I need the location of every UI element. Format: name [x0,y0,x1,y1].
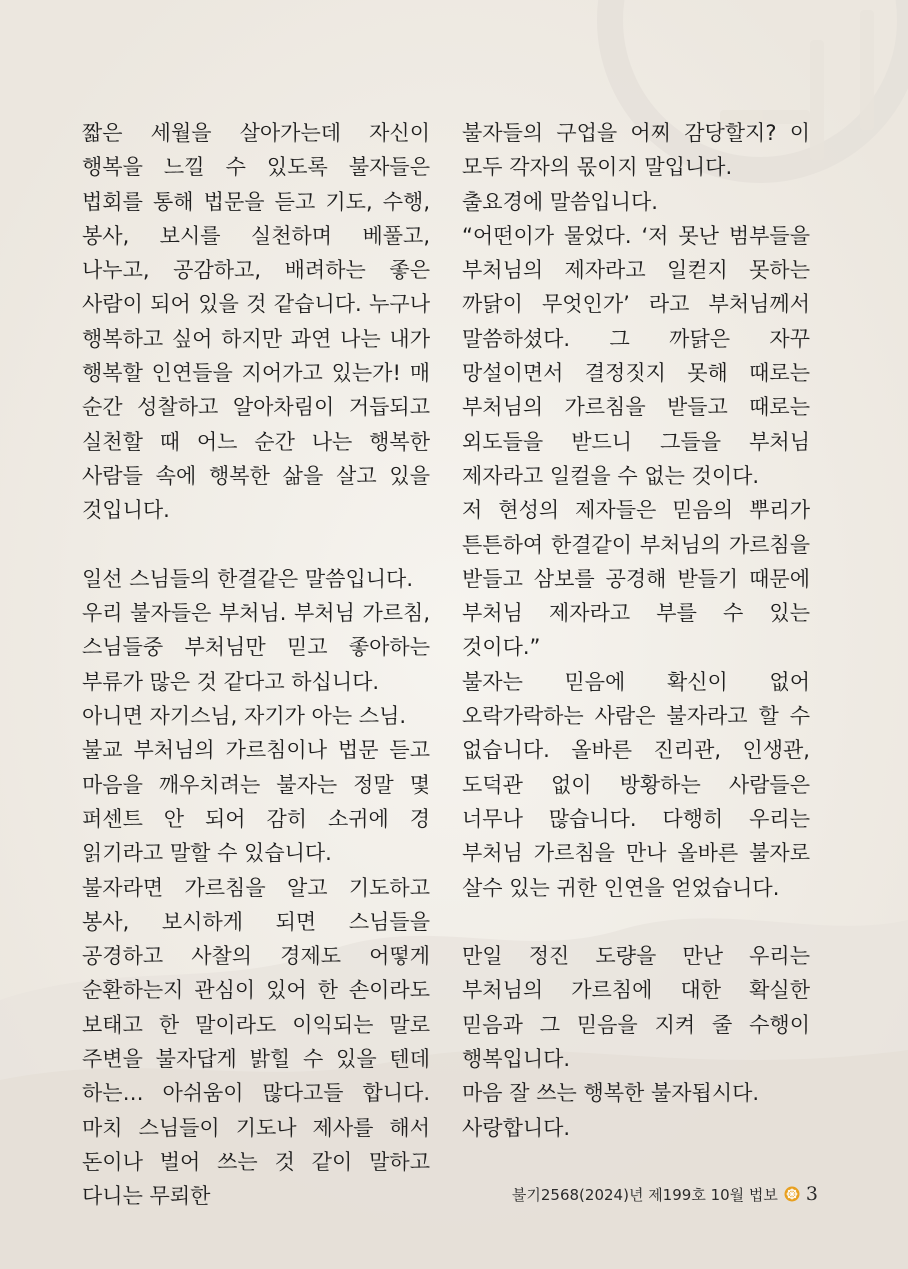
right-paragraph-4: 저 현성의 제자들은 믿음의 뿌리가 튼튼하여 한결같이 부처님의 가르침을 받들고 삼보를 공경해 받들기 때문에 부처님 제자라고 부를 수 있는 것이다.” [462,498,810,660]
left-paragraph-3: 우리 불자들은 부처님. 부처님 가르침, 스님들중 부처님만 믿고 좋아하는 부류가 많은 것 같다고 하십니다. [82,601,430,694]
issue-info: 불기2568(2024)년 제199호 10월 법보 [511,1185,778,1204]
page-footer [512,1183,818,1205]
left-paragraph-5: 불교 부처님의 가르침이나 법문 듣고 마음을 깨우치려는 불자는 정말 몇 퍼센트 안 되어 감히 소귀에 경 읽기라고 말할 수 있습니다. [82,738,430,866]
right-paragraph-7: 마음 잘 쓰는 행복한 불자됩시다. [462,1081,760,1106]
left-paragraph-6: 불자라면 가르침을 알고 기도하고 봉사, 보시하게 되면 스님들을 공경하고 사찰의 경제도 어떻게 순환하는지 관심이 있어 한 손이라도 보태고 한 말이라도 이익되는 말로 주변을 불자답게 밝힐 수 있을 텐데 하는… 아쉬움이 많다고들 합니다. 마치 스님들이 기도나 제사를 해서 돈이나 벌어 쓰는 것 같이 말하고 다니는 무뢰한 [82,875,430,1209]
paragraph-gap [462,905,810,939]
left-column [82,116,430,1214]
right-paragraph-5: 불자는 믿음에 확신이 없어 오락가락하는 사람은 불자라고 할 수 없습니다. 올바른 진리관, 인생관, 도덕관 없이 방황하는 사람들은 너무나 많습니다. 다행히 우리는 부처님 가르침을 만나 올바른 불자로 살수 있는 귀한 인연을 얻었습니다. [462,669,810,900]
right-paragraph-1: 불자들의 구업을 어찌 감당할지? 이 모두 각자의 몫이지 말입니다. [462,121,810,180]
dharma-wheel-icon [784,1186,800,1202]
right-column [462,116,810,1145]
right-paragraph-6: 만일 정진 도량을 만난 우리는 부처님의 가르침에 대한 확실한 믿음과 그 믿음을 지켜 줄 수행이 행복입니다. [462,944,810,1072]
right-paragraph-3: “어떤이가 물었다. ‘저 못난 범부들을 부처님의 제자라고 일컫지 못하는 까닭이 무엇인가’ 라고 부처님께서 말씀하셨다. 그 까닭은 자꾸 망설이면서 결정짓지 못해 때로는 부처님의 가르침을 받들고 때로는 외도들을 받드니 그들을 부처님 제자라고 일컬을 수 없는 것이다. [462,223,810,488]
left-paragraph-2: 일선 스님들의 한결같은 말씀입니다. [82,566,413,591]
left-paragraph-4: 아니면 자기스님, 자기가 아는 스님. [82,704,407,729]
left-paragraph-1: 짧은 세월을 살아가는데 자신이 행복을 느낄 수 있도록 불자들은 법회를 통해 법문을 듣고 기도, 수행, 봉사, 보시를 실천하며 베풀고, 나누고, 공감하고, 배려하는 좋은 사람이 되어 있을 것 같습니다. 누구나 행복하고 싶어 하지만 과연 나는 내가 행복할 인연들을 지어가고 있는가! 매 순간 성찰하고 알아차림이 거듭되고 실천할 때 어느 순간 나는 행복한 사람들 속에 행복한 삶을 살고 있을 것입니다. [82,121,430,523]
right-paragraph-2: 출요경에 말씀입니다. [462,189,658,214]
right-paragraph-8: 사랑합니다. [462,1115,571,1140]
paragraph-gap [82,528,430,562]
page-number: 3 [805,1183,818,1205]
